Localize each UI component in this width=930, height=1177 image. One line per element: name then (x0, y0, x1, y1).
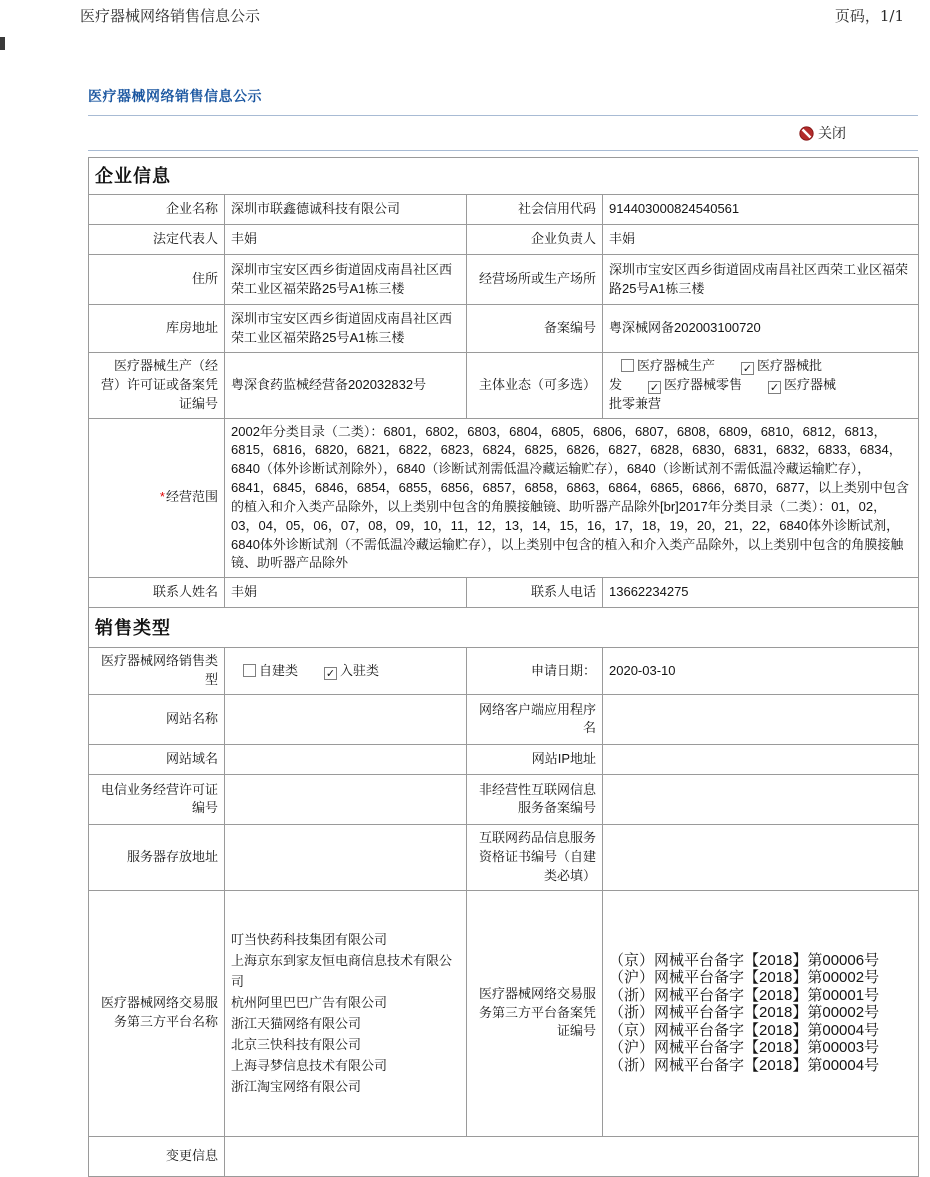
checkbox-label: 医疗器械零售 (664, 376, 743, 392)
license-number-label: 医疗器械生产（经营）许可证或备案凭证编号 (89, 353, 225, 419)
contact-name-label: 联系人姓名 (89, 578, 225, 608)
list-item: 上海寻梦信息技术有限公司 (231, 1058, 388, 1073)
section-row-sales (89, 608, 919, 648)
disclosure-table (88, 157, 919, 1177)
list-item: （浙）网械平台备字【2018】第00002号 (609, 1004, 880, 1022)
platform-certs-label: 医疗器械网络交易服务第三方平台备案凭证编号 (467, 890, 603, 1136)
checkbox[interactable]: ✓ (649, 381, 660, 394)
table-row (89, 648, 919, 695)
checkbox[interactable] (621, 359, 634, 372)
telecom-license-value (225, 774, 467, 824)
table-row (89, 195, 919, 225)
checkbox[interactable]: ✓ (325, 667, 336, 680)
business-site-label: 经营场所或生产场所 (467, 255, 603, 305)
website-name-value (225, 694, 467, 744)
website-ip-label: 网站IP地址 (467, 744, 603, 774)
website-ip-value (603, 744, 919, 774)
website-name-label: 网站名称 (89, 694, 225, 744)
app-name-value (603, 694, 919, 744)
list-item: 叮当快药科技集团有限公司 (231, 932, 388, 947)
warehouse-address-value: 深圳市宝安区西乡街道固戍南昌社区西荣工业区福荣路25号A1栋三楼 (225, 305, 467, 353)
list-item: （浙）网械平台备字【2018】第00004号 (609, 1056, 880, 1074)
contact-phone-value: 13662234275 (603, 578, 919, 608)
section-heading-company-info: 企业信息 (95, 165, 171, 186)
checkbox-label: 入驻类 (340, 662, 380, 678)
change-info-label: 变更信息 (89, 1136, 225, 1176)
platform-names-list (231, 929, 460, 1097)
table-row (89, 774, 919, 824)
non-commercial-icp-label: 非经营性互联网信息服务备案编号 (467, 774, 603, 824)
apply-date-label: 申请日期： (467, 648, 603, 695)
close-button[interactable] (799, 123, 846, 143)
list-item: （京）网械平台备字【2018】第00004号 (609, 1021, 880, 1039)
website-domain-value (225, 744, 467, 774)
company-head-value: 丰娟 (603, 225, 919, 255)
table-row (89, 305, 919, 353)
table-row (89, 694, 919, 744)
list-item: （京）网械平台备字【2018】第00006号 (609, 951, 880, 969)
change-info-value (225, 1136, 919, 1176)
checkbox[interactable] (243, 664, 256, 677)
server-address-value (225, 824, 467, 890)
checkbox[interactable]: ✓ (742, 363, 753, 375)
network-sales-type-label: 医疗器械网络销售类型 (89, 648, 225, 695)
record-number-label: 备案编号 (467, 305, 603, 353)
platform-certs-list (609, 952, 885, 1075)
non-commercial-icp-value (603, 774, 919, 824)
page-title: 医疗器械网络销售信息公示 (88, 88, 262, 104)
list-item: 北京三快科技有限公司 (231, 1037, 362, 1052)
warehouse-address-label: 库房地址 (89, 305, 225, 353)
business-scope-label: *经营范围 (89, 418, 225, 578)
apply-date-value: 2020-03-10 (603, 648, 919, 695)
business-site-value: 深圳市宝安区西乡街道固戍南昌社区西荣工业区福荣路25号A1栋三楼 (603, 255, 919, 305)
close-row (88, 116, 918, 150)
app-name-label: 网络客户端应用程序名 (467, 694, 603, 744)
list-item: 杭州阿里巴巴广告有限公司 (231, 995, 388, 1010)
checkbox-label: 医疗器械批发 (609, 358, 823, 392)
business-mode-checkbox-group (609, 357, 843, 414)
company-head-label: 企业负责人 (467, 225, 603, 255)
business-scope-value: 2002年分类目录（二类）：6801，6802，6803，6804，6805，6806，6807，6808，6809，6810，6812，6813，6815，6816，6820，6821，6822，6823，6824，6825，6826，6827，6828，6830，6831，6832，6833，6834，6840（体外诊断试剂除外），6840（诊断试剂需低温冷藏运输贮存），6840（诊断试剂不需低温冷藏运输贮存），6841，6845，6846，6854，6855，6856，6857，6858，6863，6864，6865，6866，6870，6877，以上类别中包含的植入和介入类产品除外，以上类别中包含的角膜接触镜、助听器产品除外[br]2017年分类目录（二类）：01，02，03，04，05，06，07，08，09，10，11，12，13，14，15，16，17，18，19，20，21，22，6840体外诊断试剂，6840体外诊断试剂（不需低温冷藏运输贮存），以上类别中包含的植入和介入类产品除外，以上类别中包含的角膜接触镜、助听器产品除外 (225, 418, 919, 578)
table-row (89, 744, 919, 774)
telecom-license-label: 电信业务经营许可证编号 (89, 774, 225, 824)
contact-phone-label: 联系人电话 (467, 578, 603, 608)
required-asterisk: * (159, 489, 165, 505)
platform-names-label: 医疗器械网络交易服务第三方平台名称 (89, 890, 225, 1136)
table-row (89, 255, 919, 305)
section-heading-sales-type: 销售类型 (95, 617, 171, 638)
doc-title: 医疗器械网络销售信息公示 (80, 7, 261, 25)
checkbox-option (636, 377, 742, 392)
table-row (89, 418, 919, 578)
record-number-value: 粤深械网备202003100720 (603, 305, 919, 353)
table-row (89, 824, 919, 890)
legal-rep-value: 丰娟 (225, 225, 467, 255)
list-item: （沪）网械平台备字【2018】第00003号 (609, 1039, 880, 1057)
checkbox-option (231, 663, 298, 678)
legal-rep-label: 法定代表人 (89, 225, 225, 255)
address-value: 深圳市宝安区西乡街道固戍南昌社区西荣工业区福荣路25号A1栋三楼 (225, 255, 467, 305)
checkbox-option (312, 663, 379, 678)
drug-info-cert-value (603, 824, 919, 890)
network-sales-type-checkbox-group (231, 662, 460, 681)
page-number: 页码，1/1 (834, 7, 904, 25)
credit-code-value: 914403000824540561 (603, 195, 919, 225)
list-item: 浙江淘宝网络有限公司 (231, 1079, 362, 1094)
checkbox-label: 医疗器械批零兼营 (609, 376, 837, 411)
table-row (89, 225, 919, 255)
table-row (89, 353, 919, 419)
main-content (88, 86, 918, 1177)
company-name-value: 深圳市联鑫德诚科技有限公司 (225, 195, 467, 225)
contact-name-value: 丰娟 (225, 578, 467, 608)
list-item: 浙江天猫网络有限公司 (231, 1016, 362, 1031)
close-label: 关闭 (818, 126, 846, 142)
list-item: 上海京东到家友恒电商信息技术有限公司 (231, 953, 453, 989)
scan-artifact (0, 37, 5, 50)
address-label: 住所 (89, 255, 225, 305)
website-domain-label: 网站域名 (89, 744, 225, 774)
close-icon (799, 126, 814, 141)
business-mode-label: 主体业态（可多选） (467, 353, 603, 419)
checkbox-label: 自建类 (259, 662, 299, 678)
table-row (89, 1136, 919, 1176)
list-item: （浙）网械平台备字【2018】第00001号 (609, 986, 880, 1004)
credit-code-label: 社会信用代码 (467, 195, 603, 225)
company-name-label: 企业名称 (89, 195, 225, 225)
print-header (0, 0, 930, 26)
server-address-label: 服务器存放地址 (89, 824, 225, 890)
section-row-company (89, 158, 919, 195)
table-row (89, 890, 919, 1136)
checkbox[interactable]: ✓ (769, 381, 780, 394)
checkbox-option (609, 358, 715, 373)
list-item: （沪）网械平台备字【2018】第00002号 (609, 969, 880, 987)
divider (88, 150, 918, 151)
license-number-value: 粤深食药监械经营备202032832号 (225, 353, 467, 419)
checkbox-label: 医疗器械生产 (637, 358, 716, 373)
table-row (89, 578, 919, 608)
drug-info-cert-label: 互联网药品信息服务资格证书编号（自建类必填） (467, 824, 603, 890)
